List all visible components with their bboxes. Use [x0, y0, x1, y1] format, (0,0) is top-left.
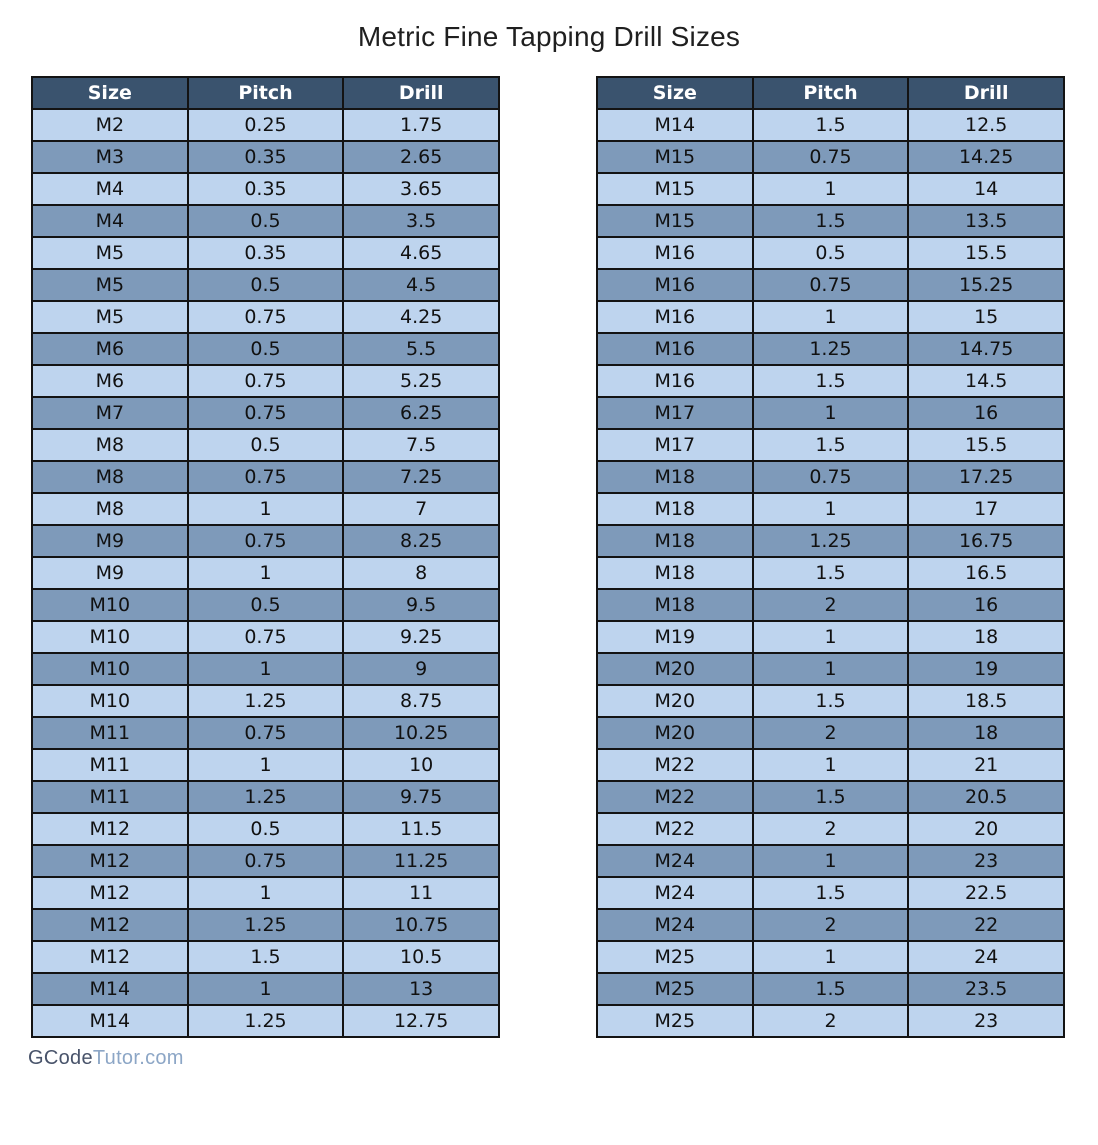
table-row [597, 589, 1064, 621]
cell-pitch: 0.35 [188, 173, 344, 205]
cell-size: M12 [32, 941, 188, 973]
cell-pitch: 1.25 [188, 1005, 344, 1037]
cell-size: M18 [597, 493, 753, 525]
table-row [597, 717, 1064, 749]
column-header-size: Size [32, 77, 188, 109]
table-row [32, 845, 499, 877]
cell-drill: 5.25 [343, 365, 499, 397]
column-header-pitch: Pitch [188, 77, 344, 109]
table-row [32, 205, 499, 237]
table-row [32, 877, 499, 909]
cell-size: M6 [32, 333, 188, 365]
cell-size: M8 [32, 429, 188, 461]
cell-pitch: 1.5 [753, 557, 909, 589]
cell-pitch: 1 [188, 653, 344, 685]
cell-size: M3 [32, 141, 188, 173]
table-row [32, 237, 499, 269]
table-row [32, 429, 499, 461]
cell-pitch: 0.5 [188, 333, 344, 365]
brand-footer [28, 1047, 1098, 1070]
cell-size: M5 [32, 269, 188, 301]
cell-pitch: 0.5 [753, 237, 909, 269]
cell-pitch: 1.5 [753, 429, 909, 461]
table-row [597, 333, 1064, 365]
cell-pitch: 1 [753, 493, 909, 525]
cell-drill: 21 [908, 749, 1064, 781]
cell-pitch: 1 [753, 749, 909, 781]
cell-pitch: 1 [753, 397, 909, 429]
cell-pitch: 1.5 [188, 941, 344, 973]
cell-drill: 20 [908, 813, 1064, 845]
cell-pitch: 1.5 [753, 109, 909, 141]
cell-size: M6 [32, 365, 188, 397]
cell-drill: 18 [908, 717, 1064, 749]
cell-size: M22 [597, 813, 753, 845]
cell-size: M25 [597, 941, 753, 973]
cell-size: M20 [597, 717, 753, 749]
table-row [32, 621, 499, 653]
cell-pitch: 1.5 [753, 877, 909, 909]
cell-drill: 23.5 [908, 973, 1064, 1005]
table-row [32, 173, 499, 205]
cell-drill: 10.5 [343, 941, 499, 973]
cell-pitch: 1 [753, 621, 909, 653]
table-row [32, 941, 499, 973]
cell-size: M14 [32, 1005, 188, 1037]
cell-drill: 3.65 [343, 173, 499, 205]
cell-size: M20 [597, 685, 753, 717]
cell-drill: 15.25 [908, 269, 1064, 301]
table-row [32, 781, 499, 813]
cell-pitch: 2 [753, 589, 909, 621]
cell-pitch: 0.75 [188, 717, 344, 749]
cell-size: M14 [597, 109, 753, 141]
table-row [597, 525, 1064, 557]
table-row [597, 621, 1064, 653]
table-row [32, 397, 499, 429]
drill-table-right [596, 76, 1065, 1038]
cell-drill: 17 [908, 493, 1064, 525]
cell-drill: 16.5 [908, 557, 1064, 589]
cell-pitch: 1.25 [753, 525, 909, 557]
table-row [597, 781, 1064, 813]
cell-size: M16 [597, 301, 753, 333]
cell-pitch: 2 [753, 1005, 909, 1037]
cell-drill: 3.5 [343, 205, 499, 237]
table-row [32, 365, 499, 397]
table-row [597, 141, 1064, 173]
header-row [597, 77, 1064, 109]
cell-pitch: 0.5 [188, 813, 344, 845]
cell-drill: 7 [343, 493, 499, 525]
cell-drill: 22.5 [908, 877, 1064, 909]
cell-drill: 6.25 [343, 397, 499, 429]
cell-size: M25 [597, 973, 753, 1005]
table-row [597, 109, 1064, 141]
cell-size: M5 [32, 301, 188, 333]
cell-pitch: 0.75 [753, 269, 909, 301]
cell-size: M7 [32, 397, 188, 429]
brand-name-primary: GCode [28, 1047, 93, 1069]
cell-drill: 11 [343, 877, 499, 909]
table-row [597, 941, 1064, 973]
cell-pitch: 0.5 [188, 269, 344, 301]
table-row [597, 813, 1064, 845]
cell-drill: 10 [343, 749, 499, 781]
table-row [32, 813, 499, 845]
cell-size: M8 [32, 461, 188, 493]
cell-size: M12 [32, 845, 188, 877]
cell-drill: 1.75 [343, 109, 499, 141]
cell-pitch: 1.25 [188, 909, 344, 941]
cell-pitch: 0.35 [188, 237, 344, 269]
cell-size: M18 [597, 557, 753, 589]
cell-drill: 19 [908, 653, 1064, 685]
cell-drill: 4.25 [343, 301, 499, 333]
cell-drill: 14.5 [908, 365, 1064, 397]
table-row [597, 397, 1064, 429]
cell-pitch: 1 [188, 557, 344, 589]
cell-pitch: 0.5 [188, 429, 344, 461]
cell-size: M16 [597, 269, 753, 301]
cell-size: M11 [32, 717, 188, 749]
table-row [32, 717, 499, 749]
table-row [597, 749, 1064, 781]
table-row [32, 301, 499, 333]
cell-drill: 12.5 [908, 109, 1064, 141]
table-row [597, 461, 1064, 493]
cell-drill: 9.25 [343, 621, 499, 653]
table-row [32, 973, 499, 1005]
cell-size: M5 [32, 237, 188, 269]
cell-drill: 10.75 [343, 909, 499, 941]
cell-drill: 2.65 [343, 141, 499, 173]
cell-pitch: 1 [753, 173, 909, 205]
table-row [32, 749, 499, 781]
cell-size: M14 [32, 973, 188, 1005]
cell-size: M15 [597, 205, 753, 237]
cell-size: M16 [597, 365, 753, 397]
cell-drill: 14.75 [908, 333, 1064, 365]
cell-size: M20 [597, 653, 753, 685]
cell-pitch: 2 [753, 813, 909, 845]
cell-drill: 14.25 [908, 141, 1064, 173]
cell-drill: 16 [908, 589, 1064, 621]
cell-pitch: 0.75 [188, 301, 344, 333]
cell-pitch: 0.75 [188, 621, 344, 653]
cell-drill: 9.5 [343, 589, 499, 621]
cell-pitch: 1 [188, 877, 344, 909]
cell-size: M18 [597, 589, 753, 621]
cell-pitch: 0.75 [188, 845, 344, 877]
table-row [597, 237, 1064, 269]
table-row [597, 557, 1064, 589]
table-row [597, 173, 1064, 205]
cell-drill: 8.75 [343, 685, 499, 717]
cell-drill: 4.5 [343, 269, 499, 301]
cell-drill: 23 [908, 1005, 1064, 1037]
cell-size: M12 [32, 909, 188, 941]
cell-pitch: 0.75 [188, 397, 344, 429]
cell-drill: 17.25 [908, 461, 1064, 493]
cell-pitch: 0.75 [188, 525, 344, 557]
cell-drill: 8 [343, 557, 499, 589]
cell-size: M22 [597, 781, 753, 813]
cell-drill: 7.5 [343, 429, 499, 461]
cell-drill: 11.5 [343, 813, 499, 845]
cell-size: M19 [597, 621, 753, 653]
cell-pitch: 0.75 [753, 141, 909, 173]
cell-pitch: 0.75 [188, 365, 344, 397]
cell-pitch: 1 [188, 493, 344, 525]
cell-pitch: 1 [188, 749, 344, 781]
cell-drill: 24 [908, 941, 1064, 973]
page-title: Metric Fine Tapping Drill Sizes [357, 21, 741, 52]
table-row [32, 653, 499, 685]
cell-size: M12 [32, 813, 188, 845]
cell-drill: 16.75 [908, 525, 1064, 557]
cell-pitch: 2 [753, 717, 909, 749]
cell-drill: 13 [343, 973, 499, 1005]
cell-size: M18 [597, 525, 753, 557]
cell-size: M24 [597, 877, 753, 909]
cell-drill: 13.5 [908, 205, 1064, 237]
cell-size: M11 [32, 781, 188, 813]
cell-pitch: 0.25 [188, 109, 344, 141]
cell-size: M17 [597, 429, 753, 461]
cell-pitch: 1 [188, 973, 344, 1005]
cell-drill: 15.5 [908, 429, 1064, 461]
cell-size: M10 [32, 621, 188, 653]
cell-drill: 15.5 [908, 237, 1064, 269]
cell-pitch: 1 [753, 845, 909, 877]
cell-size: M8 [32, 493, 188, 525]
cell-drill: 7.25 [343, 461, 499, 493]
table-row [32, 589, 499, 621]
cell-pitch: 1 [753, 301, 909, 333]
column-header-drill: Drill [908, 77, 1064, 109]
cell-drill: 14 [908, 173, 1064, 205]
cell-size: M12 [32, 877, 188, 909]
cell-size: M22 [597, 749, 753, 781]
cell-size: M4 [32, 173, 188, 205]
table-row [32, 909, 499, 941]
cell-drill: 5.5 [343, 333, 499, 365]
cell-drill: 16 [908, 397, 1064, 429]
cell-drill: 20.5 [908, 781, 1064, 813]
cell-size: M10 [32, 685, 188, 717]
table-row [32, 461, 499, 493]
cell-drill: 9 [343, 653, 499, 685]
table-row [32, 269, 499, 301]
table-row [597, 1005, 1064, 1037]
cell-drill: 18 [908, 621, 1064, 653]
cell-pitch: 1.5 [753, 685, 909, 717]
cell-drill: 22 [908, 909, 1064, 941]
cell-drill: 10.25 [343, 717, 499, 749]
cell-drill: 8.25 [343, 525, 499, 557]
cell-size: M16 [597, 237, 753, 269]
cell-size: M10 [32, 589, 188, 621]
cell-drill: 15 [908, 301, 1064, 333]
table-row [597, 909, 1064, 941]
table-row [597, 365, 1064, 397]
cell-size: M10 [32, 653, 188, 685]
table-row [32, 1005, 499, 1037]
cell-pitch: 1.5 [753, 205, 909, 237]
cell-size: M17 [597, 397, 753, 429]
table-row [597, 205, 1064, 237]
cell-drill: 12.75 [343, 1005, 499, 1037]
cell-size: M25 [597, 1005, 753, 1037]
cell-drill: 11.25 [343, 845, 499, 877]
cell-size: M2 [32, 109, 188, 141]
cell-pitch: 1.25 [188, 685, 344, 717]
table-row [32, 557, 499, 589]
table-row [597, 845, 1064, 877]
cell-drill: 9.75 [343, 781, 499, 813]
cell-pitch: 1.5 [753, 365, 909, 397]
table-row [32, 525, 499, 557]
cell-pitch: 1 [753, 941, 909, 973]
cell-size: M9 [32, 557, 188, 589]
cell-size: M24 [597, 845, 753, 877]
brand-name-secondary: Tutor.com [92, 1047, 184, 1069]
cell-drill: 23 [908, 845, 1064, 877]
cell-pitch: 0.75 [188, 461, 344, 493]
cell-size: M15 [597, 173, 753, 205]
tables-container [0, 76, 1098, 1038]
cell-pitch: 1.5 [753, 973, 909, 1005]
table-row [32, 141, 499, 173]
cell-pitch: 1 [753, 653, 909, 685]
cell-size: M16 [597, 333, 753, 365]
table-row [32, 493, 499, 525]
table-row [32, 333, 499, 365]
drill-table-left [31, 76, 500, 1038]
cell-pitch: 0.75 [753, 461, 909, 493]
table-row [597, 269, 1064, 301]
column-header-pitch: Pitch [753, 77, 909, 109]
table-row [597, 301, 1064, 333]
table-row [597, 429, 1064, 461]
cell-drill: 4.65 [343, 237, 499, 269]
cell-size: M4 [32, 205, 188, 237]
cell-drill: 18.5 [908, 685, 1064, 717]
cell-size: M15 [597, 141, 753, 173]
cell-pitch: 0.35 [188, 141, 344, 173]
table-row [597, 877, 1064, 909]
cell-pitch: 1.25 [188, 781, 344, 813]
cell-pitch: 2 [753, 909, 909, 941]
cell-size: M11 [32, 749, 188, 781]
table-row [32, 109, 499, 141]
cell-size: M24 [597, 909, 753, 941]
table-row [597, 685, 1064, 717]
table-row [597, 973, 1064, 1005]
cell-pitch: 0.5 [188, 205, 344, 237]
table-row [32, 685, 499, 717]
cell-pitch: 0.5 [188, 589, 344, 621]
table-row [597, 493, 1064, 525]
column-header-drill: Drill [343, 77, 499, 109]
column-header-size: Size [597, 77, 753, 109]
cell-pitch: 1.25 [753, 333, 909, 365]
header-row [32, 77, 499, 109]
table-row [597, 653, 1064, 685]
cell-size: M9 [32, 525, 188, 557]
cell-pitch: 1.5 [753, 781, 909, 813]
cell-size: M18 [597, 461, 753, 493]
